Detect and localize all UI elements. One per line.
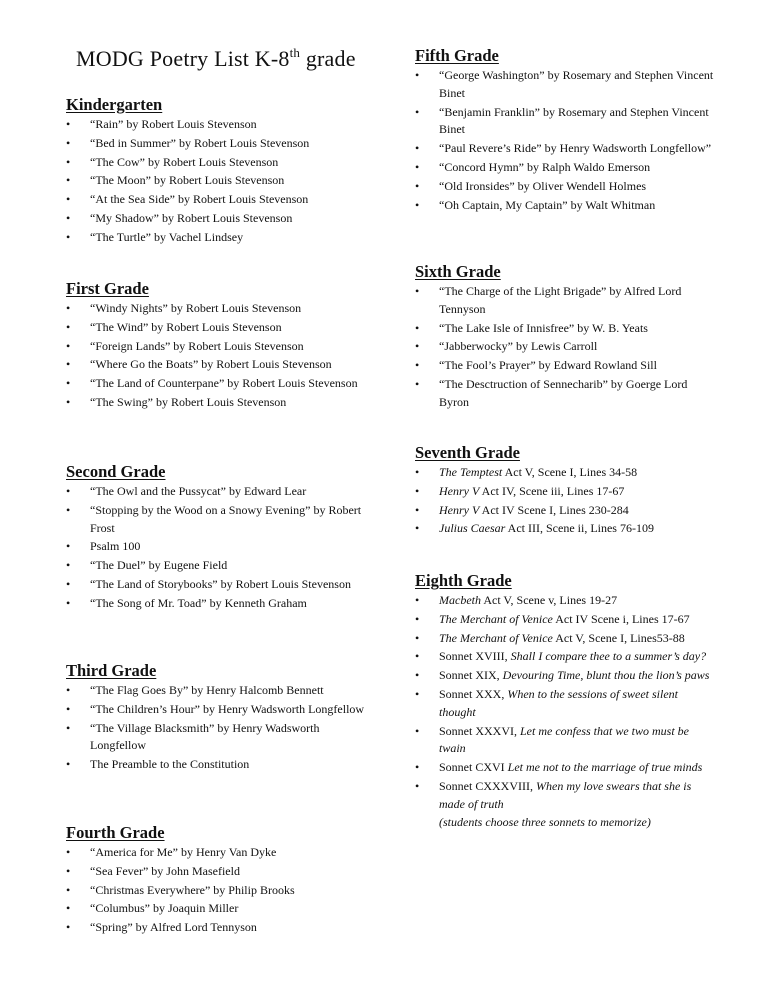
list-item: • “The Owl and the Pussycat” by Edward Lear (66, 483, 366, 501)
list-item: • The Preamble to the Constitution (66, 756, 366, 774)
section-third-grade (66, 661, 366, 775)
list-item (415, 483, 715, 501)
work-ref: Act IV Scene I, Lines 230-284 (479, 502, 629, 517)
list-item: • “The Lake Isle of Innisfree” by W. B. Yeats (415, 320, 715, 338)
heading-fourth-grade: Fourth Grade (66, 823, 165, 842)
list-item (415, 520, 715, 538)
memorize-note: (students choose three sonnets to memorize) (439, 814, 651, 829)
list-first-grade (66, 300, 366, 412)
list-third-grade (66, 682, 366, 774)
list-item: • “Sea Fever” by John Masefield (66, 863, 366, 881)
work-ref: Act V, Scene I, Lines53-88 (552, 630, 685, 645)
list-item: • “Rain” by Robert Louis Stevenson (66, 116, 366, 134)
list-item (415, 667, 715, 685)
list-item: • “The Wind” by Robert Louis Stevenson (66, 319, 366, 337)
list-item: • “The Charge of the Light Brigade” by Alfred Lord Tennyson (415, 283, 715, 319)
list-item (415, 464, 715, 482)
list-item: • “Stopping by the Wood on a Snowy Evening” by Robert Frost (66, 502, 366, 538)
sonnet-number: Sonnet XIX, (439, 668, 503, 683)
list-item: • “The Duel” by Eugene Field (66, 557, 366, 575)
list-item: • “At the Sea Side” by Robert Louis Stevenson (66, 191, 366, 209)
list-fourth-grade (66, 844, 366, 937)
heading-sixth-grade: Sixth Grade (415, 262, 501, 281)
work-title: Macbeth (439, 593, 481, 607)
list-item: • “Concord Hymn” by Ralph Waldo Emerson (415, 159, 715, 177)
list-item: • “The Fool’s Prayer” by Edward Rowland Sill (415, 357, 715, 375)
sonnet-first-line: Devouring Time, blunt thou the lion’s paws (502, 668, 710, 683)
heading-fifth-grade: Fifth Grade (415, 46, 499, 65)
title-tail: grade (300, 46, 356, 71)
work-title: Julius Caesar (439, 521, 506, 536)
list-item: • “Bed in Summer” by Robert Louis Stevenson (66, 135, 366, 153)
work-title: Henry V (439, 483, 480, 498)
section-sixth-grade (415, 262, 715, 413)
list-second-grade (66, 483, 366, 613)
heading-eighth-grade: Eighth Grade (415, 571, 512, 590)
sonnet-first-line: When my love swears that she is made of truth (439, 778, 692, 811)
list-item: • “The Flag Goes By” by Henry Halcomb Bennett (66, 682, 366, 700)
work-title: Henry V (439, 502, 480, 517)
list-item: • Psalm 100 (66, 538, 366, 556)
list-item: • “Jabberwocky” by Lewis Carroll (415, 338, 715, 356)
section-seventh-grade (415, 443, 715, 539)
list-item (415, 686, 715, 722)
section-second-grade (66, 462, 366, 614)
section-kindergarten (66, 95, 366, 248)
sonnet-number: Sonnet CXVI (439, 760, 508, 775)
heading-third-grade: Third Grade (66, 661, 157, 680)
list-item: • “Benjamin Franklin” by Rosemary and Stephen Vincent Binet (415, 104, 715, 140)
list-item: • “The Children’s Hour” by Henry Wadsworth Longfellow (66, 701, 366, 719)
list-item: • “The Moon” by Robert Louis Stevenson (66, 172, 366, 190)
list-item (415, 611, 715, 629)
list-item: • “Paul Revere’s Ride” by Henry Wadsworth Longfellow” (415, 140, 715, 158)
title-sup: th (289, 45, 301, 60)
list-item (415, 759, 715, 777)
title-main: MODG Poetry List K-8 (76, 46, 290, 71)
work-ref: Act III, Scene ii, Lines 76-109 (505, 521, 654, 536)
section-fifth-grade (415, 46, 715, 215)
list-item: • “Old Ironsides” by Oliver Wendell Holmes (415, 178, 715, 196)
list-item: • “The Song of Mr. Toad” by Kenneth Graham (66, 595, 366, 613)
list-item (415, 630, 715, 648)
work-ref: Act V, Scene I, Lines 34-58 (502, 465, 638, 479)
list-item: • “George Washington” by Rosemary and Stephen Vincent Binet (415, 67, 715, 103)
sonnet-number: Sonnet XVIII, (439, 649, 511, 664)
work-title: The Temptest (439, 465, 503, 479)
heading-first-grade: First Grade (66, 279, 149, 298)
section-first-grade (66, 279, 366, 413)
list-kindergarten (66, 116, 366, 247)
list-item: • “The Cow” by Robert Louis Stevenson (66, 154, 366, 172)
work-ref: Act V, Scene v, Lines 19-27 (480, 593, 618, 607)
list-item: • “The Village Blacksmith” by Henry Wadsworth Longfellow (66, 720, 366, 756)
list-item: • “The Turtle” by Vachel Lindsey (66, 229, 366, 247)
list-item: • “America for Me” by Henry Van Dyke (66, 844, 366, 862)
list-item (415, 648, 715, 666)
list-fifth-grade (415, 67, 715, 214)
work-title: The Merchant of Venice (439, 630, 553, 645)
heading-seventh-grade: Seventh Grade (415, 443, 520, 462)
page-title (76, 46, 356, 72)
section-fourth-grade (66, 823, 366, 938)
list-item (415, 723, 715, 759)
list-sixth-grade (415, 283, 715, 412)
list-item (415, 592, 715, 610)
list-item (415, 778, 715, 831)
list-item: • “My Shadow” by Robert Louis Stevenson (66, 210, 366, 228)
list-item: • “The Land of Counterpane” by Robert Louis Stevenson (66, 375, 366, 393)
work-title: The Merchant of Venice (439, 611, 553, 626)
sonnet-first-line: Let me confess that we two must be twain (439, 723, 689, 756)
sonnet-first-line: When to the sessions of sweet silent thought (439, 686, 678, 719)
list-item: • “The Desctruction of Sennecharib” by Goerge Lord Byron (415, 376, 715, 412)
list-item: • “Oh Captain, My Captain” by Walt Whitman (415, 197, 715, 215)
list-item: • “Where Go the Boats” by Robert Louis Stevenson (66, 356, 366, 374)
list-seventh-grade (415, 464, 715, 538)
list-item: • “Spring” by Alfred Lord Tennyson (66, 919, 366, 937)
section-eighth-grade (415, 571, 715, 832)
list-item: • “Christmas Everywhere” by Philip Brooks (66, 882, 366, 900)
heading-second-grade: Second Grade (66, 462, 166, 481)
list-item: • “Windy Nights” by Robert Louis Stevenson (66, 300, 366, 318)
sonnet-number: Sonnet XXX, (439, 686, 508, 701)
sonnet-first-line: Shall I compare thee to a summer’s day? (510, 649, 707, 664)
sonnet-number: Sonnet XXXVI, (439, 723, 520, 738)
heading-kindergarten: Kindergarten (66, 95, 163, 114)
list-item (415, 502, 715, 520)
list-item: • “The Swing” by Robert Louis Stevenson (66, 394, 366, 412)
list-item: • “Foreign Lands” by Robert Louis Stevenson (66, 338, 366, 356)
list-eighth-grade (415, 592, 715, 831)
work-ref: Act IV, Scene iii, Lines 17-67 (479, 483, 625, 498)
sonnet-number: Sonnet CXXXVIII, (439, 778, 536, 793)
sonnet-first-line: Let me not to the marriage of true minds (507, 760, 703, 775)
list-item: • “The Land of Storybooks” by Robert Louis Stevenson (66, 576, 366, 594)
work-ref: Act IV Scene i, Lines 17-67 (552, 611, 690, 626)
list-item: • “Columbus” by Joaquin Miller (66, 900, 366, 918)
